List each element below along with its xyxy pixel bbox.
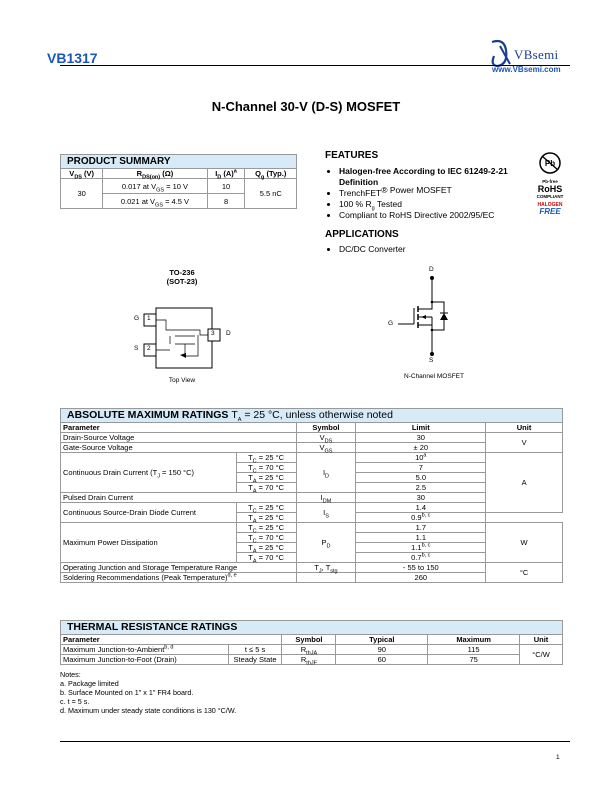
cond-tc25: $T_C = 25$ °C — [236, 523, 296, 533]
halogen-free-label: FREE — [539, 207, 561, 216]
thermal-col-typical: Typical — [336, 635, 428, 645]
amr-table — [60, 408, 563, 583]
symbol-tj: $T_J$, $T_{stg}$ — [296, 563, 356, 573]
product-summary-heading: PRODUCT SUMMARY — [61, 155, 297, 169]
note-item: d. Maximum under steady state conditions is 130 °C/W. — [60, 706, 237, 715]
schematic-g-label: G — [388, 320, 394, 327]
cond-tc70: $T_C = 70$ °C — [236, 463, 296, 473]
part-number: VB1317 — [47, 50, 98, 66]
cond-tc25: $T_C = 25$ °C — [236, 453, 296, 463]
symbol-sol — [296, 573, 356, 583]
limit-vds: 30 — [356, 433, 486, 443]
vds-value: 30 — [61, 179, 103, 209]
pb-free-label: Pb-free — [542, 179, 558, 184]
limit-pd-1: 1.7 — [356, 523, 486, 533]
cond-ta70: $T_A = 70$ °C — [236, 483, 296, 493]
schematic-s-label: S — [429, 357, 434, 364]
halogen-label: HALOGEN — [537, 202, 563, 208]
table-row: Drain-Source Voltage — [61, 433, 297, 443]
table-row: Gate-Source Voltage — [61, 443, 297, 453]
product-summary-table — [60, 154, 297, 209]
cond-tc70: $T_C = 70$ °C — [236, 533, 296, 543]
amr-col-limit: Limit — [356, 423, 486, 433]
cond-ta25: $T_A = 25$ °C — [236, 543, 296, 553]
cond-ta25: $T_A = 25$ °C — [236, 473, 296, 483]
pin-d-label: D — [226, 330, 231, 337]
application-item: • DC/DC Converter — [339, 244, 525, 255]
pin-3-label: 3 — [211, 330, 215, 337]
table-row: Pulsed Drain Current — [61, 493, 297, 503]
thermal-unit: °C/W — [520, 645, 563, 665]
rohs-label: RoHS — [537, 184, 563, 194]
feature-item: • 100 % $R_g$ Tested — [339, 199, 530, 210]
package-drawing — [130, 300, 240, 380]
rohs-compliant: COMPLIANT — [536, 194, 564, 199]
schematic-caption: N-Channel MOSFET — [404, 373, 464, 380]
col-vds: $V_{DS}$ (V) — [61, 169, 103, 179]
note-item: a. Package limited — [60, 679, 119, 688]
thermal-col-unit: Unit — [520, 635, 563, 645]
thermal-symbol-1: $R_{thJA}$ — [282, 645, 336, 655]
svg-text:Pb: Pb — [544, 159, 556, 168]
table-row: Maximum Junction-to-Foot (Drain) — [61, 655, 229, 665]
limit-pd-3: 1.1$^{b, c}$ — [356, 543, 486, 553]
mosfet-schematic — [384, 266, 464, 366]
feature-item: • Halogen-free According to IEC 61249-2-21 Definition — [339, 166, 530, 188]
symbol-pd: $P_D$ — [296, 523, 356, 563]
limit-tj: - 55 to 150 — [356, 563, 486, 573]
table-row: Maximum Power Dissipation — [61, 523, 237, 563]
unit-a: A — [486, 453, 563, 513]
thermal-col-maximum: Maximum — [428, 635, 520, 645]
page-title: N-Channel 30-V (D-S) MOSFET — [211, 99, 401, 114]
package-caption: Top View — [168, 377, 196, 384]
thermal-cond-2: Steady State — [228, 655, 282, 665]
applications-list — [325, 244, 525, 255]
thermal-max-2: 75 — [428, 655, 520, 665]
note-item: b. Surface Mounted on 1" x 1" FR4 board. — [60, 688, 194, 697]
cond-tc25: $T_C = 25$ °C — [236, 503, 296, 513]
amr-heading: ABSOLUTE MAXIMUM RATINGS $T_A = 25$ °C, unless otherwise noted — [61, 409, 563, 423]
amr-col-parameter: Parameter — [61, 423, 297, 433]
cond-ta25: $T_A = 25$ °C — [236, 513, 296, 523]
feature-item: • TrenchFET$^{® Power MOSFET}$ — [339, 188, 530, 199]
note-item: c. t = 5 s. — [60, 697, 90, 706]
unit-v: V — [486, 433, 563, 453]
table-row: Operating Junction and Storage Temperature Range — [61, 563, 297, 573]
id-value-4v5: 8 — [207, 194, 245, 209]
table-row: Continuous Source-Drain Diode Current — [61, 503, 237, 523]
thermal-cond-1: t ≤ 5 s — [228, 645, 282, 655]
feature-item: • Compliant to RoHS Directive 2002/95/EC — [339, 210, 530, 221]
symbol-idm: $I_{DM}$ — [296, 493, 356, 503]
thermal-col-symbol: Symbol — [282, 635, 336, 645]
header-rule — [60, 65, 570, 66]
cond-ta70: $T_A = 70$ °C — [236, 553, 296, 563]
id-value-10v: 10 — [207, 179, 245, 194]
features-heading: FEATURES — [325, 150, 379, 161]
unit-w: W — [486, 523, 563, 563]
limit-idm: 30 — [356, 493, 486, 503]
brand-logo — [484, 38, 574, 78]
thermal-typ-2: 60 — [336, 655, 428, 665]
table-row: Continuous Drain Current ($T_J = 150$ °C) — [61, 453, 237, 493]
limit-is-2: 0.9$^{b, c}$ — [356, 513, 486, 523]
pin-g-label: G — [134, 315, 140, 322]
rds-value-4v5: 0.021 at $V_{GS} = 4.5$ V — [103, 194, 207, 209]
limit-vgs: ± 20 — [356, 443, 486, 453]
brand-name: VBsemi — [514, 47, 559, 62]
pin-1-label: 1 — [147, 315, 151, 322]
page-number: 1 — [556, 754, 560, 761]
brand-url[interactable]: www.VBsemi.com — [492, 65, 561, 74]
col-id: $I_D$ $(A)^a$ — [207, 169, 245, 179]
symbol-vgs: $V_{GS}$ — [296, 443, 356, 453]
footer-rule — [60, 741, 570, 742]
notes — [60, 670, 560, 715]
applications-heading: APPLICATIONS — [325, 229, 399, 240]
col-rds: $R_{DS(on)}$ (Ω) — [103, 169, 207, 179]
qg-value: 5.5 nC — [245, 179, 297, 209]
limit-pd-4: 0.7$^{b, c}$ — [356, 553, 486, 563]
thermal-heading: THERMAL RESISTANCE RATINGS — [61, 621, 563, 635]
symbol-id: $I_D$ — [296, 453, 356, 493]
pin-2-label: 2 — [147, 345, 151, 352]
table-row: Soldering Recommendations (Peak Temperature)$^{d, e}$ — [61, 573, 297, 583]
symbol-vds: $V_{DS}$ — [296, 433, 356, 443]
rds-value-10v: 0.017 at $V_{GS} = 10$ V — [103, 179, 207, 194]
limit-id-2: 7 — [356, 463, 486, 473]
table-row: Maximum Junction-to-Ambient$^{b, d}$ — [61, 645, 229, 655]
limit-is-1: 1.4 — [356, 503, 486, 513]
thermal-max-1: 115 — [428, 645, 520, 655]
symbol-is: $I_S$ — [296, 503, 356, 523]
limit-sol: 260 — [356, 573, 486, 583]
thermal-table — [60, 620, 563, 665]
limit-id-4: 2.5 — [356, 483, 486, 493]
limit-id-1: 10$^a$ — [356, 453, 486, 463]
pin-s-label: S — [134, 345, 139, 352]
amr-col-unit: Unit — [486, 423, 563, 433]
limit-id-3: 5.0 — [356, 473, 486, 483]
amr-col-symbol: Symbol — [296, 423, 356, 433]
limit-pd-2: 1.1 — [356, 533, 486, 543]
col-qg: $Q_g$ (Typ.) — [245, 169, 297, 179]
unit-c: °C — [486, 563, 563, 583]
package-label: TO-236 (SOT-23) — [166, 268, 198, 286]
thermal-col-parameter: Parameter — [61, 635, 282, 645]
thermal-symbol-2: $R_{thJF}$ — [282, 655, 336, 665]
features-list — [325, 166, 530, 221]
schematic-d-label: D — [429, 266, 434, 273]
compliance-badges — [532, 152, 568, 216]
notes-heading: Notes: — [60, 670, 81, 679]
thermal-typ-1: 90 — [336, 645, 428, 655]
pb-free-icon — [537, 152, 563, 180]
